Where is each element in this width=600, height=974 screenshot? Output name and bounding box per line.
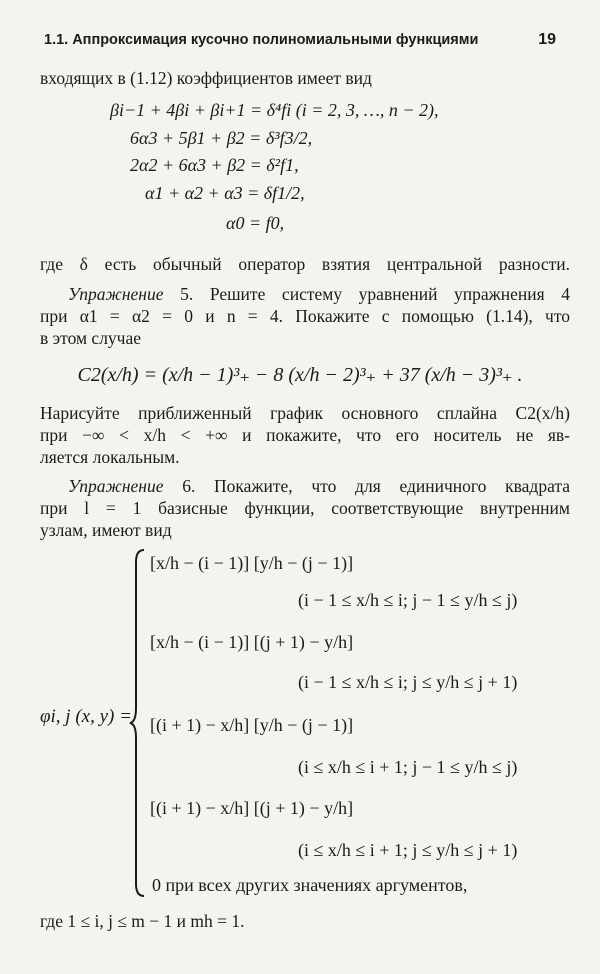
case-3-expr: [(i + 1) − x/h] [y/h − (j − 1)] <box>150 715 354 735</box>
case-3-cond: (i ≤ x/h ≤ i + 1; j − 1 ≤ y/h ≤ j) <box>298 757 518 777</box>
section-title: 1.1. Аппроксимация кусочно полиномиальными функциями <box>44 32 479 48</box>
sketch-line1: Нарисуйте приближенный график основного сплайна C2(x/h) <box>40 403 570 423</box>
exercise6-label: Упражнение <box>68 476 164 496</box>
exercise6-line3: узлам, имеют вид <box>40 520 172 540</box>
system-eq-5: α0 = f0, <box>226 213 285 233</box>
exercise6-number: 6. <box>182 476 196 496</box>
cases-brace <box>128 548 148 898</box>
system-eq-4: α1 + α2 + α3 = δf1/2, <box>145 183 305 203</box>
system-eq-2: 6α3 + 5β1 + β2 = δ³f3/2, <box>130 128 313 148</box>
exercise5-line2: при α1 = α2 = 0 и n = 4. Покажите с помощью (1.14), что <box>40 306 570 326</box>
sketch-line2: при −∞ < x/h < +∞ и покажите, что его носитель не яв- <box>40 425 570 445</box>
sketch-line3: ляется локальным. <box>40 447 180 467</box>
case-1-expr: [x/h − (i − 1)] [y/h − (j − 1)] <box>150 553 354 573</box>
system-eq-3: 2α2 + 6α3 + β2 = δ²f1, <box>130 155 299 175</box>
page-number: 19 <box>538 31 556 48</box>
otherwise-case: 0 при всех других значениях аргументов, <box>152 875 468 895</box>
case-1-cond: (i − 1 ≤ x/h ≤ i; j − 1 ≤ y/h ≤ j) <box>298 590 518 610</box>
final-line: где 1 ≤ i, j ≤ m − 1 и mh = 1. <box>40 911 245 931</box>
exercise5-line3: в этом случае <box>40 328 142 348</box>
case-2-cond: (i − 1 ≤ x/h ≤ i; j ≤ y/h ≤ j + 1) <box>298 672 518 692</box>
operator-line: где δ есть обычный оператор взятия центральной разности. <box>40 254 570 274</box>
exercise5-text1: Решите систему уравнений упражнения 4 <box>209 284 571 304</box>
exercise6-line1 <box>68 475 570 497</box>
running-header <box>44 32 556 54</box>
spline-formula: C2(x/h) = (x/h − 1)³₊ − 8 (x/h − 2)³₊ + 37 (x/h − 3)³₊ . <box>77 364 523 386</box>
exercise6-text1: Покажите, что для единичного квадрата <box>214 476 571 496</box>
intro-line: входящих в (1.12) коэффициентов имеет вид <box>40 68 372 88</box>
exercise5-line1 <box>68 283 570 305</box>
case-4-expr: [(i + 1) − x/h] [(j + 1) − y/h] <box>150 798 354 818</box>
case-4-cond: (i ≤ x/h ≤ i + 1; j ≤ y/h ≤ j + 1) <box>298 840 518 860</box>
system-eq-1: βi−1 + 4βi + βi+1 = δ⁴fi (i = 2, 3, …, n − 2), <box>110 100 439 120</box>
phi-label: φi, j (x, y) = <box>40 706 132 727</box>
exercise6-line2: при l = 1 базисные функции, соответствующие внутренним <box>40 498 570 518</box>
exercise5-number: 5. <box>180 284 194 304</box>
case-2-expr: [x/h − (i − 1)] [(j + 1) − y/h] <box>150 632 354 652</box>
exercise5-label: Упражнение <box>68 284 164 304</box>
